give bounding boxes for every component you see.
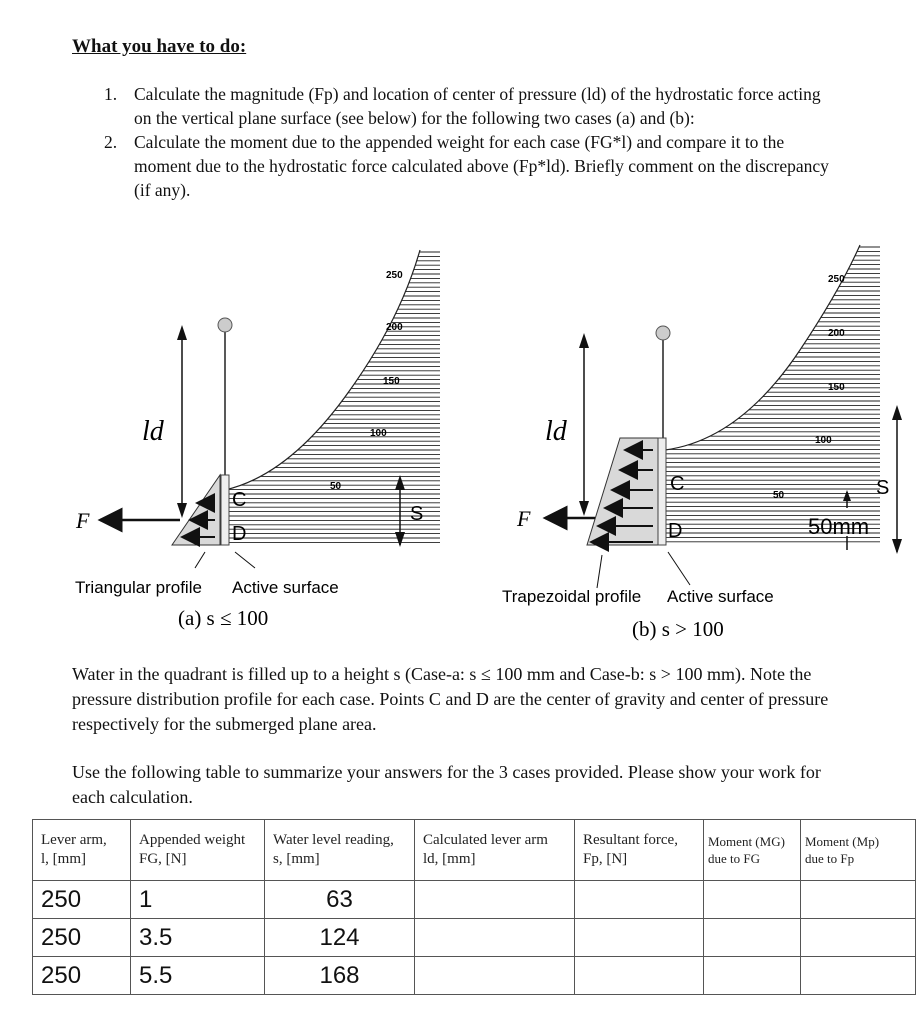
task-list [98, 82, 838, 202]
force-label-b: F [517, 506, 531, 531]
task-text: Calculate the magnitude (Fp) and location of center of pressure (ld) of the hydrostatic force acting on the vertical plane surface (see below) for the following two cases (a) and (b): [134, 84, 821, 128]
instruction-paragraph: Use the following table to summarize your answers for the 3 cases provided. Please show your work for each calculation. [72, 762, 821, 807]
table-header-row [33, 820, 916, 881]
scale-label: 100 [815, 435, 832, 446]
point-d-label-a: D [232, 523, 247, 545]
pivot-a [218, 318, 232, 332]
header-appended-weight: Appended weight FG, [N] [131, 820, 265, 881]
trapezoidal-profile-shape [587, 438, 658, 545]
header-resultant-force: Resultant force, Fp, [N] [575, 820, 704, 881]
header-water-level: Water level reading, s, [mm] [265, 820, 415, 881]
cell-calculated-lever-arm[interactable] [415, 957, 575, 995]
scale-label: 200 [386, 322, 403, 333]
header-lever-arm: Lever arm, l, [mm] [33, 820, 131, 881]
caption-a: (a) s ≤ 100 [178, 606, 269, 630]
active-surface-a [221, 475, 229, 545]
task-item [98, 82, 838, 130]
active-surface-label-a: Active surface [232, 578, 339, 597]
panel-a-diagram [100, 250, 440, 568]
table-row [33, 881, 916, 919]
cell-moment-mg[interactable] [704, 957, 801, 995]
cell-lever-arm[interactable]: 250 [33, 881, 131, 919]
dimension-50mm-label: 50mm [808, 514, 870, 539]
cell-moment-mg[interactable] [704, 919, 801, 957]
cell-water-level[interactable]: 63 [265, 881, 415, 919]
cell-water-level[interactable]: 168 [265, 957, 415, 995]
cell-water-level[interactable]: 124 [265, 919, 415, 957]
cell-moment-mp[interactable] [801, 919, 916, 957]
task-text: Calculate the moment due to the appended weight for each case (FG*l) and compare it to the moment due to the hydrostatic force calculated above (Fp*ld). Briefly comment on the discrepancy (if any). [134, 132, 829, 200]
cell-calculated-lever-arm[interactable] [415, 881, 575, 919]
cell-appended-weight[interactable]: 1 [131, 881, 265, 919]
task-number: 2. [104, 132, 118, 152]
trapezoidal-profile-label: Trapezoidal profile [502, 587, 642, 606]
cell-appended-weight[interactable]: 5.5 [131, 957, 265, 995]
cell-moment-mg[interactable] [704, 881, 801, 919]
cell-moment-mp[interactable] [801, 957, 916, 995]
ld-label-a: ld [142, 416, 164, 447]
scale-label: 100 [370, 428, 387, 439]
cell-lever-arm[interactable]: 250 [33, 957, 131, 995]
task-item [98, 130, 838, 202]
point-d-label-b: D [668, 520, 683, 542]
cell-resultant-force[interactable] [575, 957, 704, 995]
triangular-profile-shape [172, 475, 220, 545]
s-label-a: S [410, 503, 424, 525]
active-surface-label-b: Active surface [667, 587, 774, 606]
triangular-profile-label: Triangular profile [75, 578, 202, 597]
results-table [32, 819, 916, 995]
scale-label: 50 [330, 481, 342, 492]
table-row [33, 919, 916, 957]
ld-label-b: ld [545, 416, 567, 447]
cell-resultant-force[interactable] [575, 881, 704, 919]
scale-label: 200 [828, 328, 845, 339]
scale-label: 150 [383, 376, 400, 387]
header-moment-mg: Moment (MG) due to FG [704, 820, 801, 881]
cell-calculated-lever-arm[interactable] [415, 919, 575, 957]
scale-label: 50 [773, 490, 785, 501]
header-calculated-lever-arm: Calculated lever arm ld, [mm] [415, 820, 575, 881]
pivot-b [656, 326, 670, 340]
cell-resultant-force[interactable] [575, 919, 704, 957]
point-c-label-a: C [232, 489, 247, 511]
s-label-b: S [876, 477, 890, 499]
active-surface-b [658, 438, 666, 545]
cell-moment-mp[interactable] [801, 881, 916, 919]
water-hatching-a [225, 252, 440, 542]
page-heading: What you have to do: [72, 36, 247, 57]
scale-label: 250 [828, 274, 845, 285]
table-row [33, 957, 916, 995]
header-moment-mp: Moment (Mp) due to Fp [801, 820, 916, 881]
scale-label: 150 [828, 382, 845, 393]
scale-label: 250 [386, 270, 403, 281]
point-c-label-b: C [670, 473, 685, 495]
force-label-a: F [76, 508, 90, 533]
description-paragraph: Water in the quadrant is filled up to a height s (Case-a: s ≤ 100 mm and Case-b: s > 100 mm). Note the pressure distribution profile for each case. Points C and D are the center of gravity and center of pressure respectively for the submerged plane area. [72, 664, 829, 734]
quadrant-figure [0, 230, 921, 650]
task-number: 1. [104, 84, 118, 104]
cell-appended-weight[interactable]: 3.5 [131, 919, 265, 957]
caption-b: (b) s > 100 [632, 617, 724, 641]
cell-lever-arm[interactable]: 250 [33, 919, 131, 957]
